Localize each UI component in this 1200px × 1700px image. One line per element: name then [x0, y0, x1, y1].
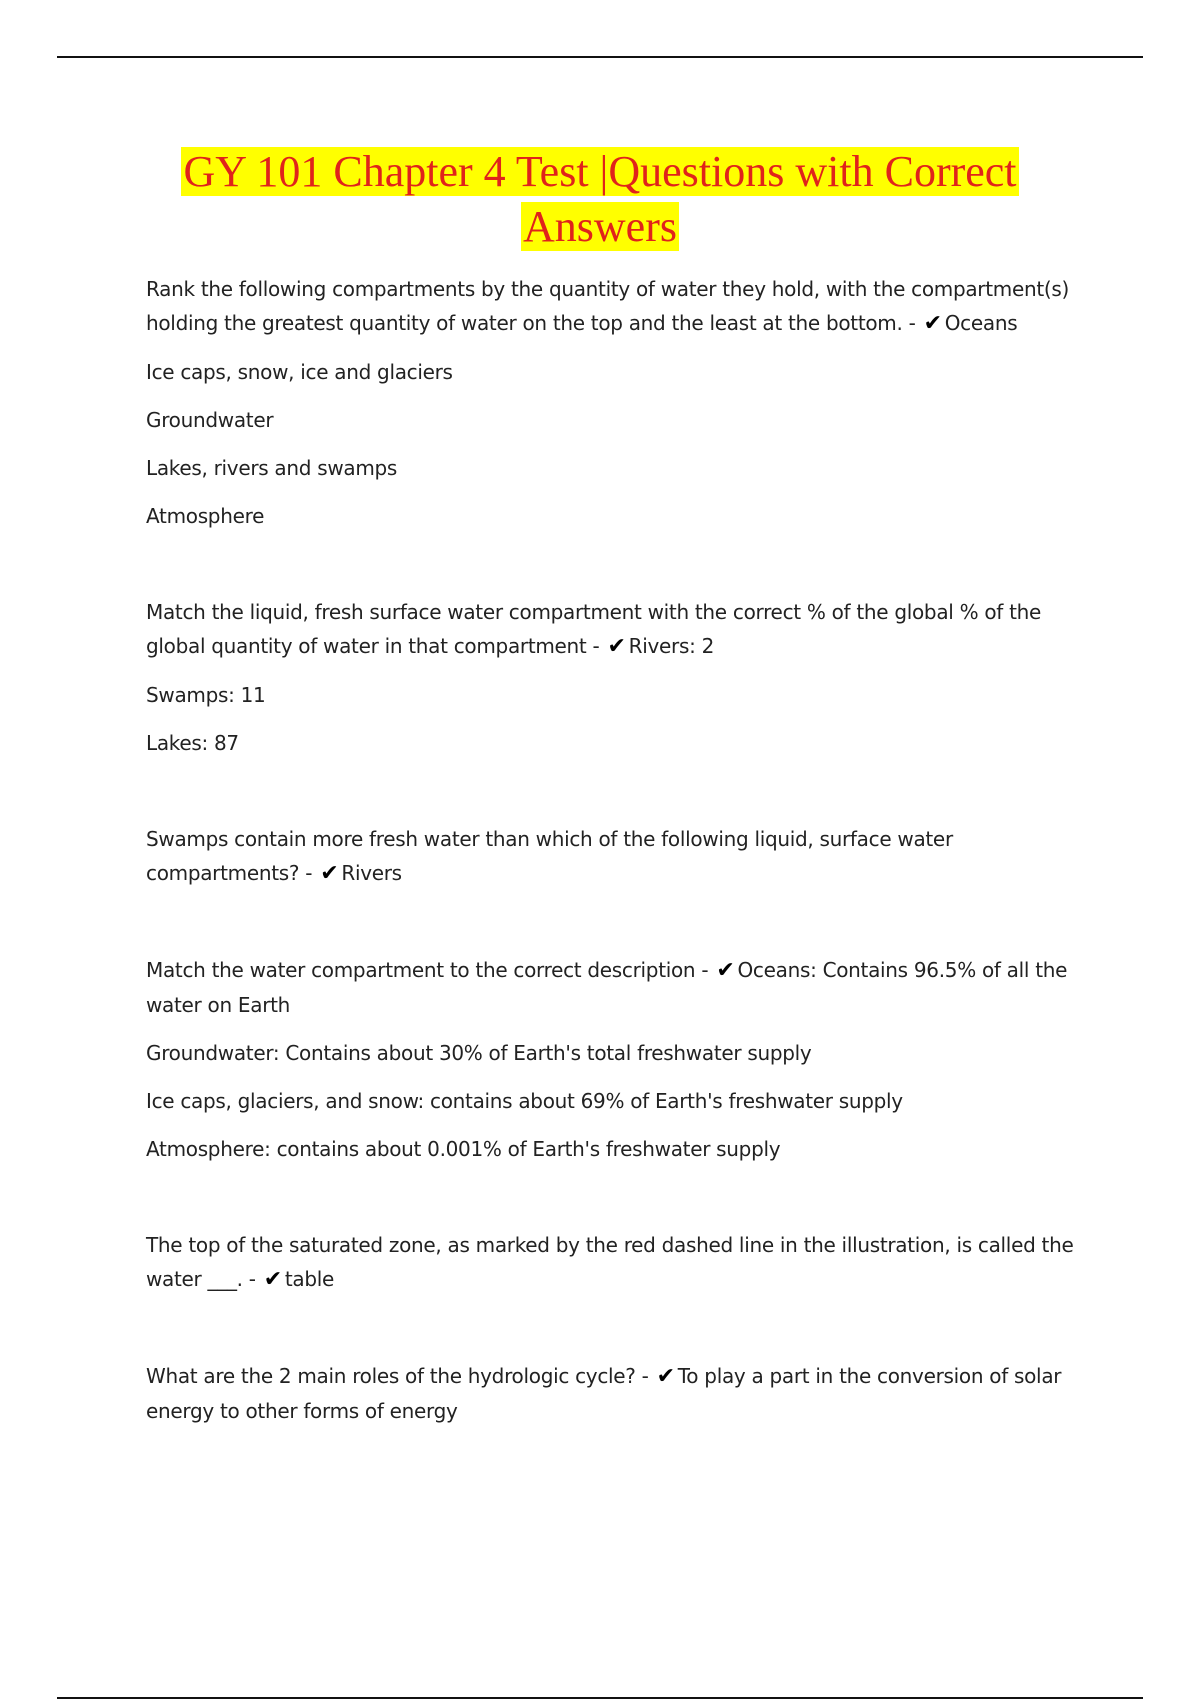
checkmark-icon: ✔	[320, 861, 339, 886]
answer-line: Lakes, rivers and swamps	[146, 456, 398, 480]
answer-text: Oceans	[944, 311, 1018, 335]
answer-text: Oceans: Contains 96.5% of all the water on Earth	[146, 958, 1068, 1017]
answer-line: Swamps: 11	[146, 683, 266, 707]
answer-text: table	[284, 1267, 335, 1291]
answer-line: Groundwater	[146, 408, 274, 432]
qa-list	[146, 272, 1096, 1428]
question-text: Match the water compartment to the correct description - ✔ Oceans: Contains 96.5% of all the water on Earth	[146, 953, 1096, 1022]
checkmark-icon: ✔	[656, 1364, 675, 1389]
answer-line: Ice caps, snow, ice and glaciers	[146, 360, 453, 384]
question-text: Match the liquid, fresh surface water compartment with the correct % of the global % of the global quantity of water in that compartment - ✔ Rivers: 2	[146, 595, 1096, 664]
header-rule	[57, 56, 1143, 58]
question-text: Swamps contain more fresh water than which of the following liquid, surface water compartments? - ✔ Rivers	[146, 822, 1096, 891]
checkmark-icon: ✔	[607, 634, 626, 659]
question-text: Rank the following compartments by the quantity of water they hold, with the compartment(s) holding the greatest quantity of water on the top and the least at the bottom. - ✔ Oceans	[146, 272, 1096, 341]
checkmark-icon: ✔	[923, 311, 942, 336]
answer-line: Lakes: 87	[146, 731, 239, 755]
page-title	[0, 144, 1200, 254]
question-text: The top of the saturated zone, as marked by the red dashed line in the illustration, is called the water ___. - ✔ table	[146, 1228, 1096, 1297]
qa-item	[146, 272, 1096, 533]
qa-item	[146, 822, 1096, 891]
answer-line: Atmosphere: contains about 0.001% of Earth's freshwater supply	[146, 1137, 781, 1161]
qa-item	[146, 1359, 1096, 1428]
checkmark-icon: ✔	[716, 958, 735, 983]
checkmark-icon: ✔	[263, 1267, 282, 1292]
title-line-2: Answers	[523, 202, 677, 251]
question-text: What are the 2 main roles of the hydrologic cycle? - ✔ To play a part in the conversion of solar energy to other forms of energy	[146, 1359, 1096, 1428]
answer-text: Rivers	[341, 861, 402, 885]
title-line-1: GY 101 Chapter 4 Test |Questions with Correct	[183, 147, 1017, 196]
answer-text: Rivers: 2	[628, 634, 714, 658]
qa-item	[146, 953, 1096, 1166]
qa-item	[146, 595, 1096, 760]
footer-rule	[57, 1697, 1143, 1699]
answer-line: Ice caps, glaciers, and snow: contains about 69% of Earth's freshwater supply	[146, 1089, 903, 1113]
answer-text: To play a part in the conversion of solar energy to other forms of energy	[146, 1364, 1062, 1423]
qa-item	[146, 1228, 1096, 1297]
answer-line: Groundwater: Contains about 30% of Earth's total freshwater supply	[146, 1041, 812, 1065]
answer-line: Atmosphere	[146, 504, 265, 528]
